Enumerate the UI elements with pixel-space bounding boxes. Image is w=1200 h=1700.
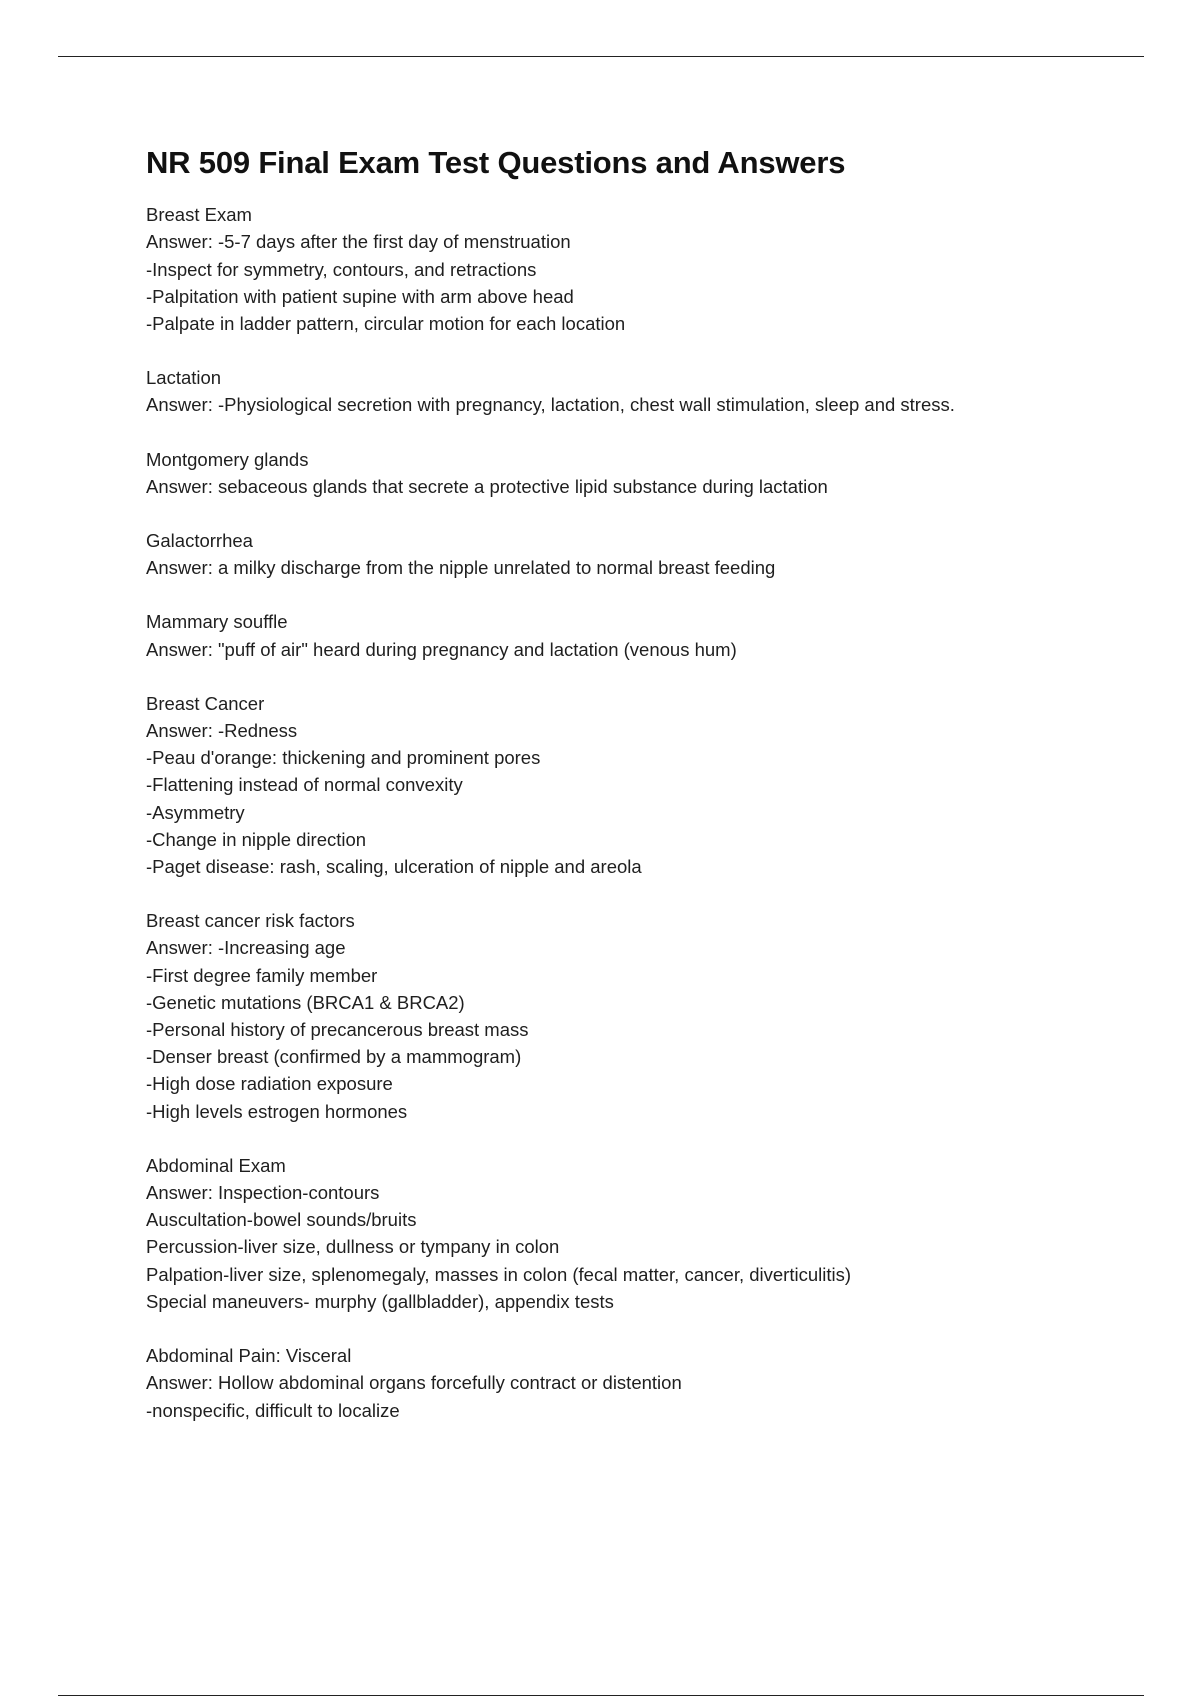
page-bottom-rule	[58, 1695, 1144, 1696]
answer-line: -Paget disease: rash, scaling, ulceration of nipple and areola	[146, 856, 642, 878]
question-text: Breast Cancer	[146, 692, 265, 714]
question-text: Lactation	[146, 367, 222, 389]
answer-line: Answer: Hollow abdominal organs forcefully contract or distention	[146, 1372, 682, 1394]
page-top-rule	[58, 56, 1144, 57]
answer-line: -Asymmetry	[146, 801, 245, 823]
answer-line: Answer: a milky discharge from the nipple unrelated to normal breast feeding	[146, 557, 776, 579]
document-body	[146, 144, 1156, 1451]
answer-line: -High dose radiation exposure	[146, 1073, 393, 1095]
qa-item	[146, 1152, 1156, 1315]
answer-line: -Palpitation with patient supine with arm above head	[146, 285, 574, 307]
answer-line: Answer: -Increasing age	[146, 937, 346, 959]
answer-line: -High levels estrogen hormones	[146, 1100, 408, 1122]
qa-item	[146, 608, 1156, 662]
answer-line: Palpation-liver size, splenomegaly, masses in colon (fecal matter, cancer, diverticulitis)	[146, 1263, 852, 1285]
answer-line: Special maneuvers- murphy (gallbladder), appendix tests	[146, 1290, 614, 1312]
question-text: Breast Exam	[146, 204, 252, 226]
answer-line: Answer: Inspection-contours	[146, 1182, 380, 1204]
answer-line: -nonspecific, difficult to localize	[146, 1399, 400, 1421]
qa-item	[146, 1342, 1156, 1424]
answer-line: -Genetic mutations (BRCA1 & BRCA2)	[146, 991, 465, 1013]
answer-line: -Personal history of precancerous breast mass	[146, 1019, 529, 1041]
document-title: NR 509 Final Exam Test Questions and Answers	[146, 145, 846, 180]
answer-line: Answer: "puff of air" heard during pregnancy and lactation (venous hum)	[146, 638, 737, 660]
answer-line: -Change in nipple direction	[146, 828, 367, 850]
qa-item	[146, 364, 1156, 418]
qa-item	[146, 690, 1156, 880]
question-text: Galactorrhea	[146, 530, 253, 552]
answer-line: -Denser breast (confirmed by a mammogram)	[146, 1046, 522, 1068]
qa-item	[146, 907, 1156, 1125]
answer-line: -Peau d'orange: thickening and prominent pores	[146, 747, 541, 769]
answer-line: -Flattening instead of normal convexity	[146, 774, 463, 796]
question-text: Abdominal Exam	[146, 1154, 286, 1176]
answer-line: Answer: -Redness	[146, 720, 298, 742]
qa-item	[146, 201, 1156, 337]
qa-item	[146, 527, 1156, 581]
answer-line: -Inspect for symmetry, contours, and retractions	[146, 258, 537, 280]
question-text: Breast cancer risk factors	[146, 910, 355, 932]
answer-line: Answer: sebaceous glands that secrete a protective lipid substance during lactation	[146, 475, 828, 497]
qa-item	[146, 446, 1156, 500]
question-text: Mammary souffle	[146, 611, 288, 633]
answer-line: Percussion-liver size, dullness or tympany in colon	[146, 1236, 560, 1258]
answer-line: -First degree family member	[146, 964, 378, 986]
answer-line: Answer: -Physiological secretion with pregnancy, lactation, chest wall stimulation, sleep and stress.	[146, 394, 955, 416]
question-text: Montgomery glands	[146, 448, 309, 470]
answer-line: Answer: -5-7 days after the first day of menstruation	[146, 231, 571, 253]
answer-line: -Palpate in ladder pattern, circular motion for each location	[146, 313, 626, 334]
question-text: Abdominal Pain: Visceral	[146, 1345, 352, 1367]
answer-line: Auscultation-bowel sounds/bruits	[146, 1209, 417, 1231]
